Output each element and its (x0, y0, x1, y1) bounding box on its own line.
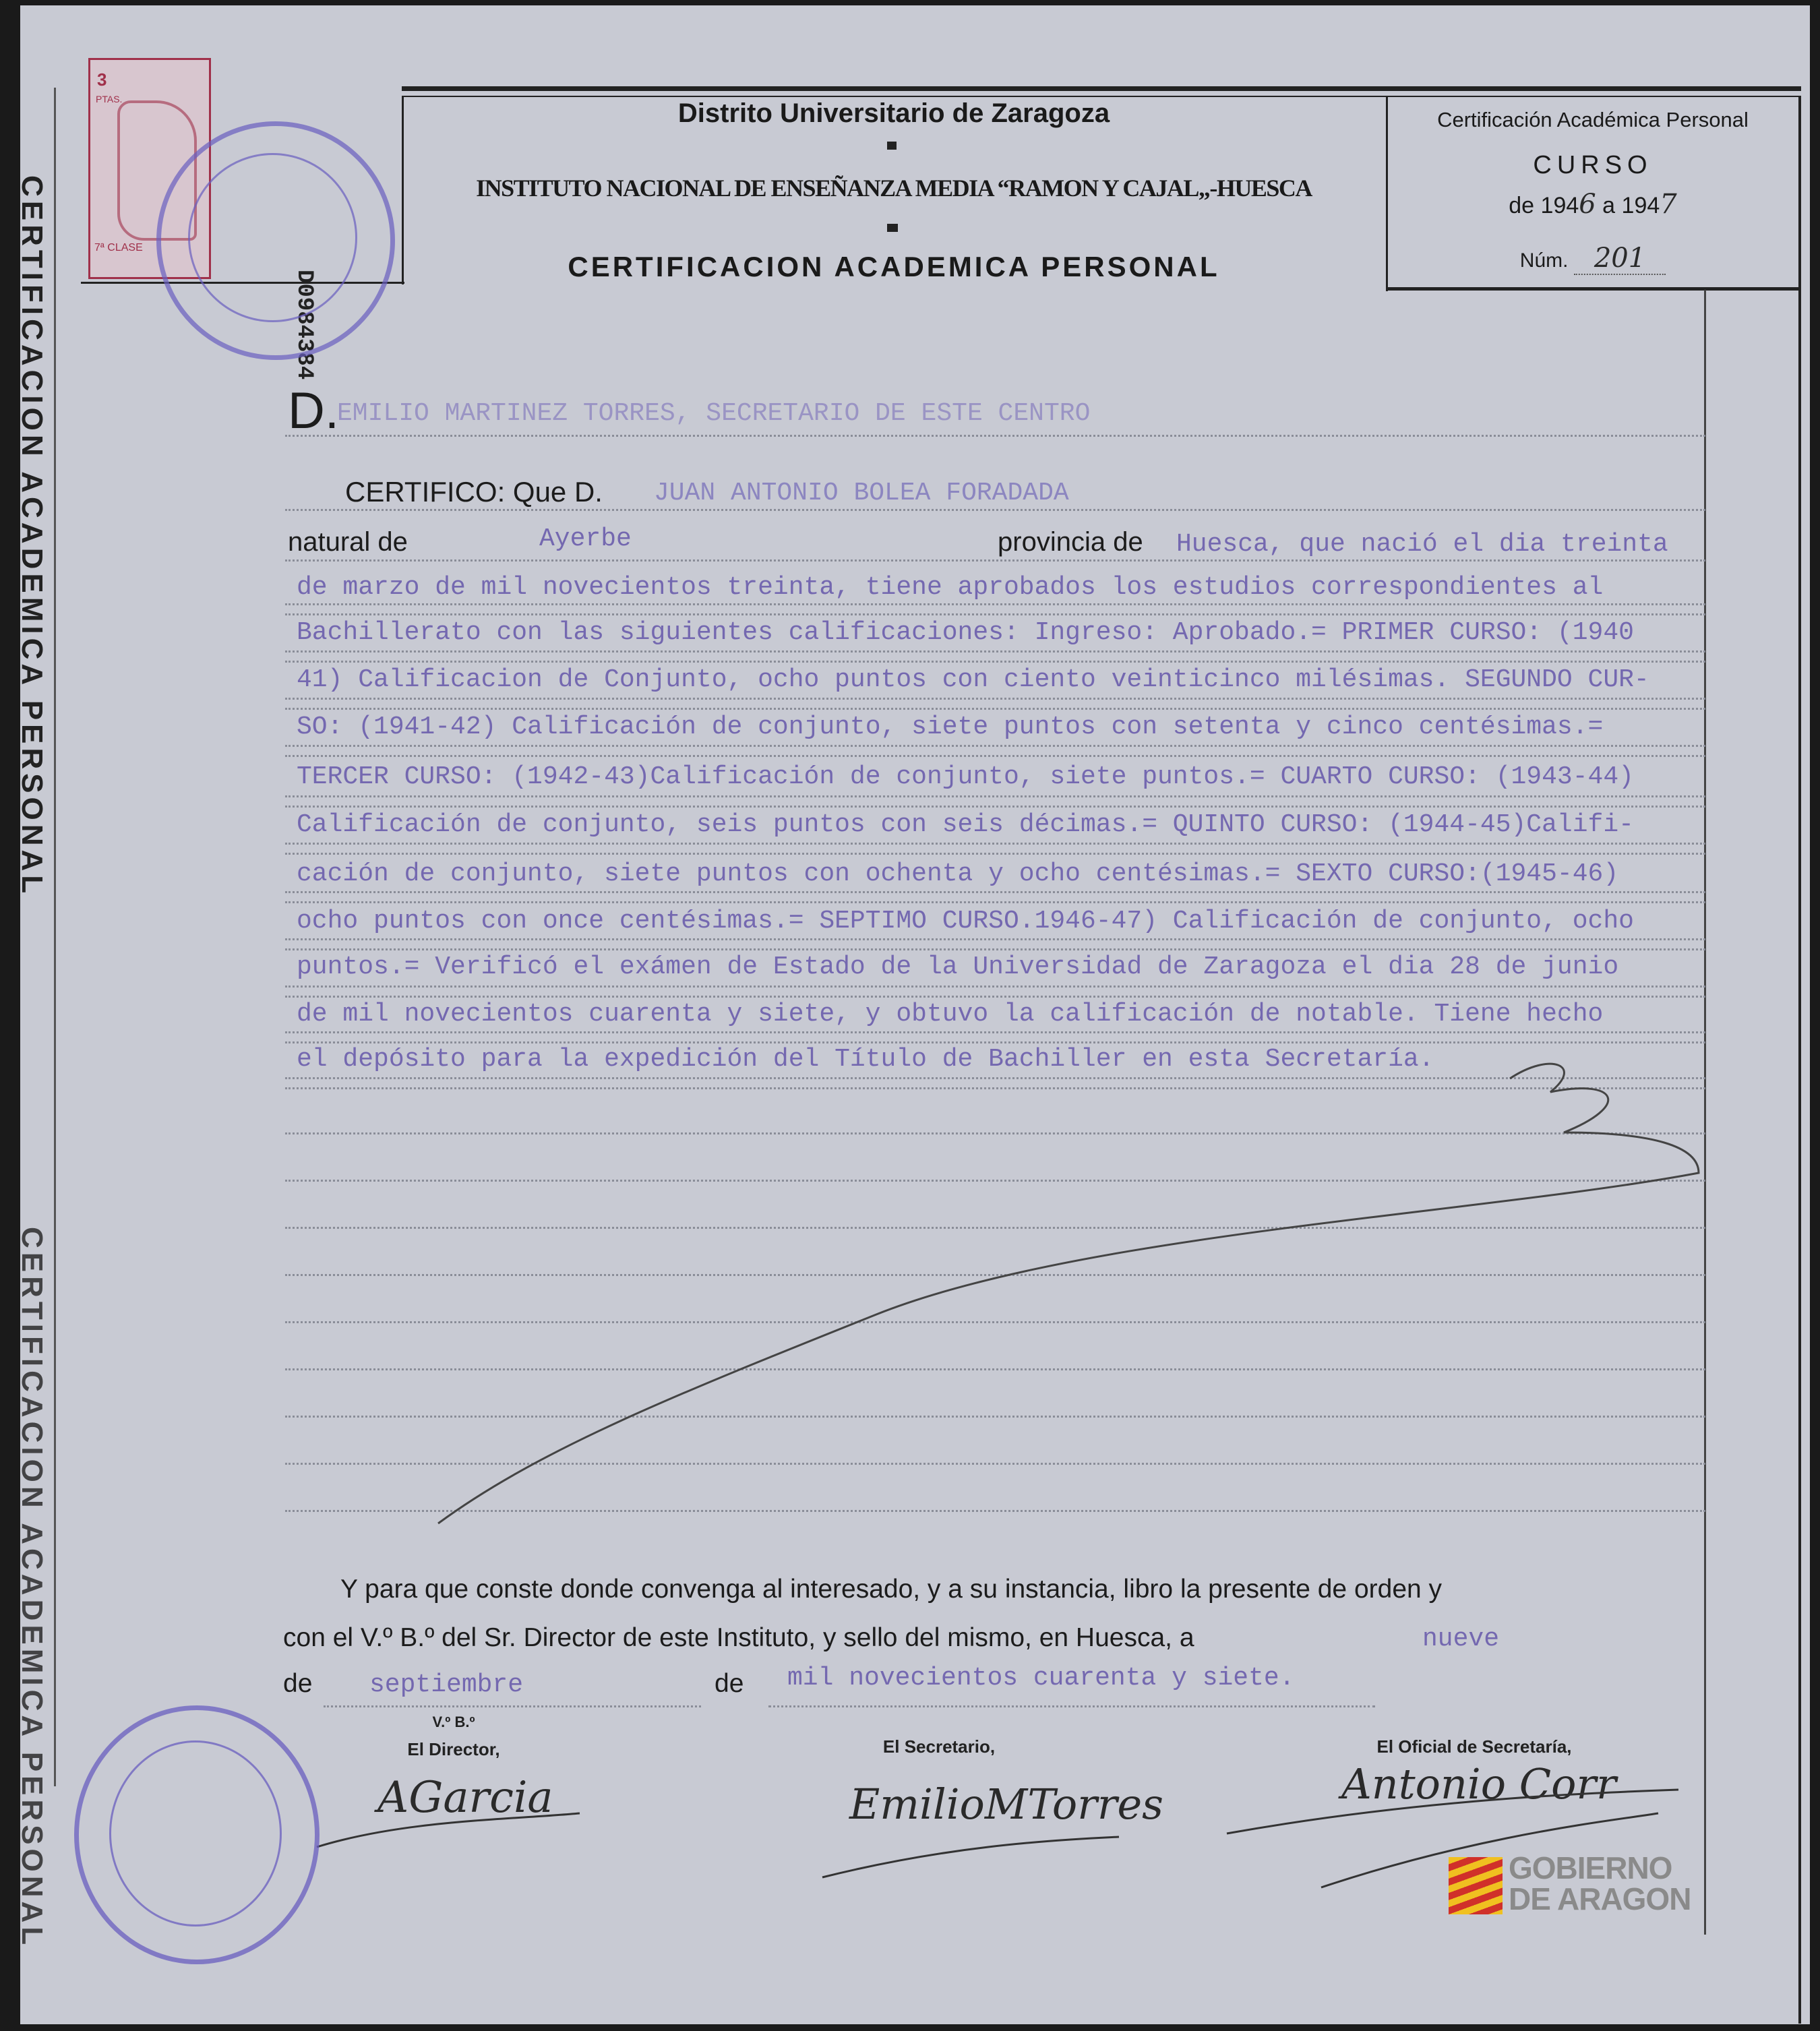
gobierno-aragon-logo: GOBIERNO DE ARAGON (1509, 1850, 1691, 1916)
body-line: ocho puntos con once centésimas.= SEPTIMO CURSO.1946-47) Calificación de conjunto, ocho (297, 907, 1634, 936)
director-label: El Director, (407, 1739, 500, 1759)
director-signature: AGarcia (377, 1773, 553, 1823)
vb-label: V.º B.º (432, 1714, 475, 1730)
natural-label: natural de (288, 527, 408, 557)
body-line: el depósito para la expedición del Título de Bachiller en esta Secretaría. (297, 1045, 1434, 1074)
year-from-label: de 194 (1509, 193, 1579, 218)
district-title: Distrito Universitario de Zaragoza (677, 98, 1110, 128)
body-line: Bachillerato con las siguientes calificaciones: Ingreso: Aprobado.= PRIMER CURSO: (1940 (297, 618, 1634, 647)
body-line: TERCER CURSO: (1942-43)Calificación de conjunto, siete puntos.= CUARTO CURSO: (1943-44) (297, 762, 1634, 791)
certifico-label: CERTIFICO: Que D. (345, 476, 603, 508)
year-to-label: a 194 (1602, 193, 1660, 218)
body-line: puntos.= Verificó el exámen de Estado de la Universidad de Zaragoza el dia 28 de junio (297, 952, 1619, 981)
year-to-digit: 7 (1660, 189, 1677, 220)
margin-title-repeat: CERTIFICACION ACADEMICA PERSONAL (16, 1227, 49, 1949)
body-line: SO: (1941-42) Calificación de conjunto, siete puntos con setenta y cinco centésimas.= (297, 713, 1604, 741)
body-line: cación de conjunto, siete puntos con ochenta y ocho centésimas.= SEXTO CURSO:(1945-46) (297, 859, 1619, 888)
margin-title: CERTIFICACION ACADEMICA PERSONAL (16, 175, 49, 898)
document-title: CERTIFICACION ACADEMICA PERSONAL (568, 251, 1220, 282)
de-label-2: de (715, 1669, 744, 1698)
stamp-value: 3 (97, 69, 107, 90)
institute-seal-bottom (74, 1705, 320, 1964)
natural-value: Ayerbe (539, 524, 632, 553)
body-line: 41) Calificacion de Conjunto, ocho puntos con ciento veinticinco milésimas. SEGUNDO CUR- (297, 665, 1649, 694)
sidebox-title: Certificación Académica Personal (1437, 108, 1749, 131)
secretario-signature: EmilioMTorres (849, 1780, 1163, 1829)
body-line: de marzo de mil novecientos treinta, tiene aprobados los estudios correspondientes al (297, 573, 1604, 602)
closing-month: septiembre (369, 1670, 524, 1699)
closing-year: mil novecientos cuarenta y siete. (787, 1664, 1295, 1693)
closing-line-2: con el V.º B.º del Sr. Director de este Instituto, y sello del mismo, en Huesca, a (283, 1623, 1194, 1652)
closing-line-1: Y para que conste donde convenga al interesado, y a su instancia, libro la presente de orden y (340, 1575, 1443, 1604)
stamp-currency: PTAS. (96, 94, 123, 104)
curso-label: CURSO (1533, 151, 1653, 179)
oficial-signature: Antonio Corr (1341, 1759, 1616, 1809)
aragon-flag-icon (1449, 1857, 1503, 1914)
student-name: JUAN ANTONIO BOLEA FORADADA (654, 479, 1069, 508)
secretary-name: EMILIO MARTINEZ TORRES, SECRETARIO DE ESTE CENTRO (337, 399, 1091, 428)
num-label: Núm. (1519, 249, 1569, 272)
provincia-value: Huesca, que nació el dia treinta (1176, 530, 1668, 559)
institute-title: INSTITUTO NACIONAL DE ENSEÑANZA MEDIA “RAMON Y CAJAL„-HUESCA (476, 175, 1312, 202)
year-from-digit: 6 (1579, 189, 1596, 220)
d-label: D. (288, 382, 339, 439)
stamp-class: 7ª CLASE (94, 242, 143, 253)
stamp-serial: D0984384 (291, 270, 317, 380)
oficial-label: El Oficial de Secretaría, (1376, 1736, 1572, 1757)
de-label-1: de (283, 1669, 313, 1698)
closing-day: nueve (1422, 1625, 1500, 1654)
secretario-label: El Secretario, (882, 1736, 996, 1757)
body-line: de mil novecientos cuarenta y siete, y obtuvo la calificación de notable. Tiene hecho (297, 1000, 1604, 1029)
provincia-label: provincia de (998, 527, 1143, 557)
num-value: 201 (1574, 243, 1666, 275)
body-line: Calificación de conjunto, seis puntos con seis décimas.= QUINTO CURSO: (1944-45)Califi- (297, 810, 1634, 839)
